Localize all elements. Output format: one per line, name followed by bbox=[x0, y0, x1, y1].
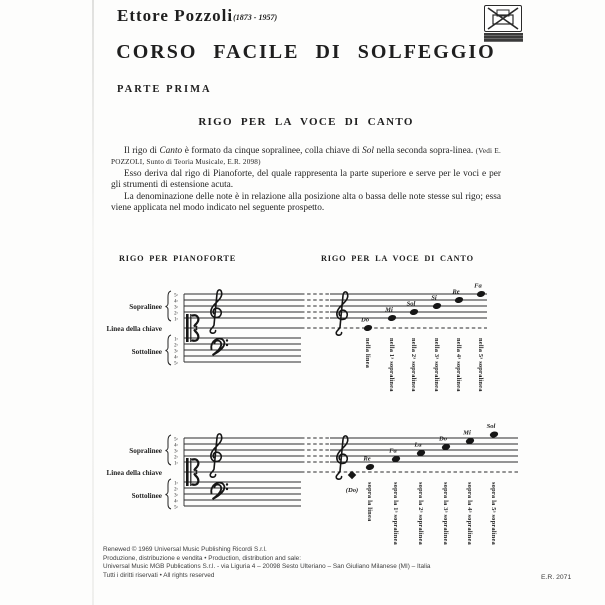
page-title: CORSO FACILE DI SOLFEGGIO bbox=[116, 41, 496, 63]
publisher-footer bbox=[103, 546, 533, 581]
part-heading: PARTE PRIMA bbox=[117, 84, 212, 95]
note-name: Fa bbox=[389, 447, 397, 455]
note-name: Re bbox=[363, 455, 371, 463]
line-number: 3ᵃ bbox=[174, 493, 178, 499]
line-number: 5ᵃ bbox=[174, 361, 178, 367]
line-number: 3ᵃ bbox=[174, 305, 178, 311]
footer-line: Universal Music MGB Publications S.r.l. - via Liguria 4 – 20098 Sesto Ulteriano – San Giuliano Milanese (MI) – Italia bbox=[103, 563, 431, 571]
author-name: Ettore Pozzoli bbox=[117, 6, 234, 25]
row-label-sopralinee: Sopralinee bbox=[129, 303, 162, 311]
line-number: 3ᵃ bbox=[174, 449, 178, 455]
dashed-gap-lines bbox=[301, 435, 518, 472]
line-number: 1ᵃ bbox=[174, 481, 178, 487]
row-label-linea-della-chiave: Linea della chiave bbox=[106, 325, 162, 333]
note-position-label: sopra la 5ᵃ sopralinea bbox=[490, 482, 497, 545]
line-number: 4ᵃ bbox=[174, 355, 178, 361]
column-header-voice: RIGO PER LA VOCE DI CANTO bbox=[321, 254, 474, 263]
author-dates: (1873 - 1957) bbox=[233, 13, 278, 22]
line-number: 3ᵃ bbox=[174, 349, 178, 355]
note-do-in-space bbox=[438, 436, 451, 546]
reference-note-do bbox=[346, 471, 358, 494]
line-number: 2ᵃ bbox=[174, 343, 178, 349]
note-name: Do bbox=[438, 435, 448, 443]
note-name: Re bbox=[452, 288, 460, 296]
plate-number: E.R. 2071 bbox=[541, 574, 572, 581]
note-position-label: nella 1ᵃ sopralinea bbox=[388, 338, 395, 392]
bass-clef-icon bbox=[211, 483, 228, 499]
section-heading: RIGO PER LA VOCE DI CANTO bbox=[198, 116, 414, 128]
note-do-on-line bbox=[360, 317, 373, 369]
line-number: 4ᵃ bbox=[174, 499, 178, 505]
brace-upper bbox=[166, 291, 172, 321]
line-number: 5ᵃ bbox=[174, 293, 178, 299]
diagram-2 bbox=[106, 423, 518, 546]
row-label-sottolinee: Sottolinee bbox=[131, 348, 162, 356]
brace-lower bbox=[166, 479, 172, 509]
note-sol-in-space bbox=[487, 423, 499, 546]
voice-treble-clef-icon bbox=[336, 436, 348, 479]
brace-lower bbox=[166, 335, 172, 365]
note-re-on-line bbox=[451, 289, 463, 393]
note-mi-on-line bbox=[384, 307, 397, 393]
treble-clef-icon bbox=[210, 290, 222, 333]
note-mi-in-space bbox=[462, 430, 475, 546]
footer-line: Renewed © 1969 Universal Music Publishing Ricordi S.r.l. bbox=[103, 546, 267, 553]
citation-reference: (Vedi E. POZZOLI, Sunto di Teoria Musicale, E.R. 2098) bbox=[111, 147, 502, 167]
voice-staff-lines bbox=[330, 435, 518, 462]
note-name: Si bbox=[431, 294, 437, 302]
note-fa-on-line bbox=[474, 283, 486, 393]
paragraph-1-text: Il rigo di bbox=[124, 146, 160, 156]
line-number: 4ᵃ bbox=[174, 443, 178, 449]
brace-upper bbox=[166, 435, 172, 465]
note-name: Sol bbox=[486, 423, 496, 430]
line-number: 5ᵃ bbox=[174, 505, 178, 511]
note-position-label: sopra la 4ᵃ sopralinea bbox=[466, 482, 473, 545]
column-header-piano: RIGO PER PIANOFORTE bbox=[119, 254, 237, 263]
piano-staff-lines bbox=[184, 294, 301, 362]
line-number: 1ᵃ bbox=[174, 337, 178, 343]
line-number: 2ᵃ bbox=[174, 311, 178, 317]
note-position-label: nella 5ᵃ sopralinea bbox=[477, 338, 484, 392]
line-number: 4ᵃ bbox=[174, 299, 178, 305]
line-number: 1ᵃ bbox=[174, 317, 178, 323]
note-re-in-space bbox=[362, 456, 374, 522]
note-position-label: sopra la 3ᵃ sopralinea bbox=[442, 482, 449, 545]
row-label-sottolinee: Sottolinee bbox=[131, 492, 162, 500]
note-name: Sol bbox=[406, 300, 416, 308]
note-name: Mi bbox=[463, 429, 471, 437]
paragraph-3: La denominazione delle note è in relazione alla posizione alta o bassa delle note stesse sul rigo; essa viene applicata nel modo indicato nel seguente prospetto. bbox=[111, 191, 501, 214]
note-la-in-space bbox=[413, 442, 425, 546]
note-name: (Do) bbox=[345, 487, 359, 494]
paragraph-1-text: nella seconda sopra-linea. bbox=[373, 146, 476, 156]
voice-treble-clef-icon bbox=[336, 292, 348, 335]
note-position-label: nella 4ᵃ sopralinea bbox=[455, 338, 462, 392]
note-position-label: nella linea bbox=[364, 338, 371, 369]
row-label-linea-della-chiave: Linea della chiave bbox=[106, 469, 162, 477]
bass-clef-icon bbox=[211, 339, 228, 355]
line-number: 2ᵃ bbox=[174, 487, 178, 493]
note-position-label: nella 2ᵃ sopralinea bbox=[410, 338, 417, 392]
note-position-label: sopra la 1ᵃ sopralinea bbox=[392, 482, 399, 545]
line-number: 5ᵃ bbox=[174, 437, 178, 443]
diagram-1 bbox=[106, 283, 487, 393]
treble-clef-icon bbox=[210, 434, 222, 477]
note-si-on-line bbox=[431, 295, 442, 393]
line-number: 1ᵃ bbox=[174, 461, 178, 467]
row-label-sopralinee: Sopralinee bbox=[129, 447, 162, 455]
line-number: 2ᵃ bbox=[174, 455, 178, 461]
note-position-label: nella 3ᵃ sopralinea bbox=[433, 338, 440, 392]
note-position-label: sopra la linea bbox=[366, 482, 373, 522]
paragraph-2: Esso deriva dal rigo di Pianoforte, del quale rappresenta la parte superiore e serve per le voci e per gli strumenti di estensione acuta. bbox=[111, 168, 501, 191]
note-name: Fa bbox=[474, 282, 482, 290]
note-name: Do bbox=[360, 316, 370, 324]
note-position-label: sopra la 2ᵃ sopralinea bbox=[417, 482, 424, 545]
italic-sol: Sol bbox=[362, 146, 374, 156]
note-name: La bbox=[414, 441, 422, 449]
note-sol-on-line bbox=[407, 301, 419, 393]
footer-line: Tutti i diritti riservati • All rights reserved bbox=[103, 571, 215, 579]
note-name: Mi bbox=[385, 306, 393, 314]
italic-canto: Canto bbox=[159, 146, 183, 156]
piano-staff-lines bbox=[184, 438, 301, 506]
footer-line: Produzione, distribuzione e vendita • Production, distribution and sale: bbox=[103, 554, 301, 562]
paragraph-1-text: è formato da cinque sopralinee, colla chiave di bbox=[182, 146, 363, 156]
